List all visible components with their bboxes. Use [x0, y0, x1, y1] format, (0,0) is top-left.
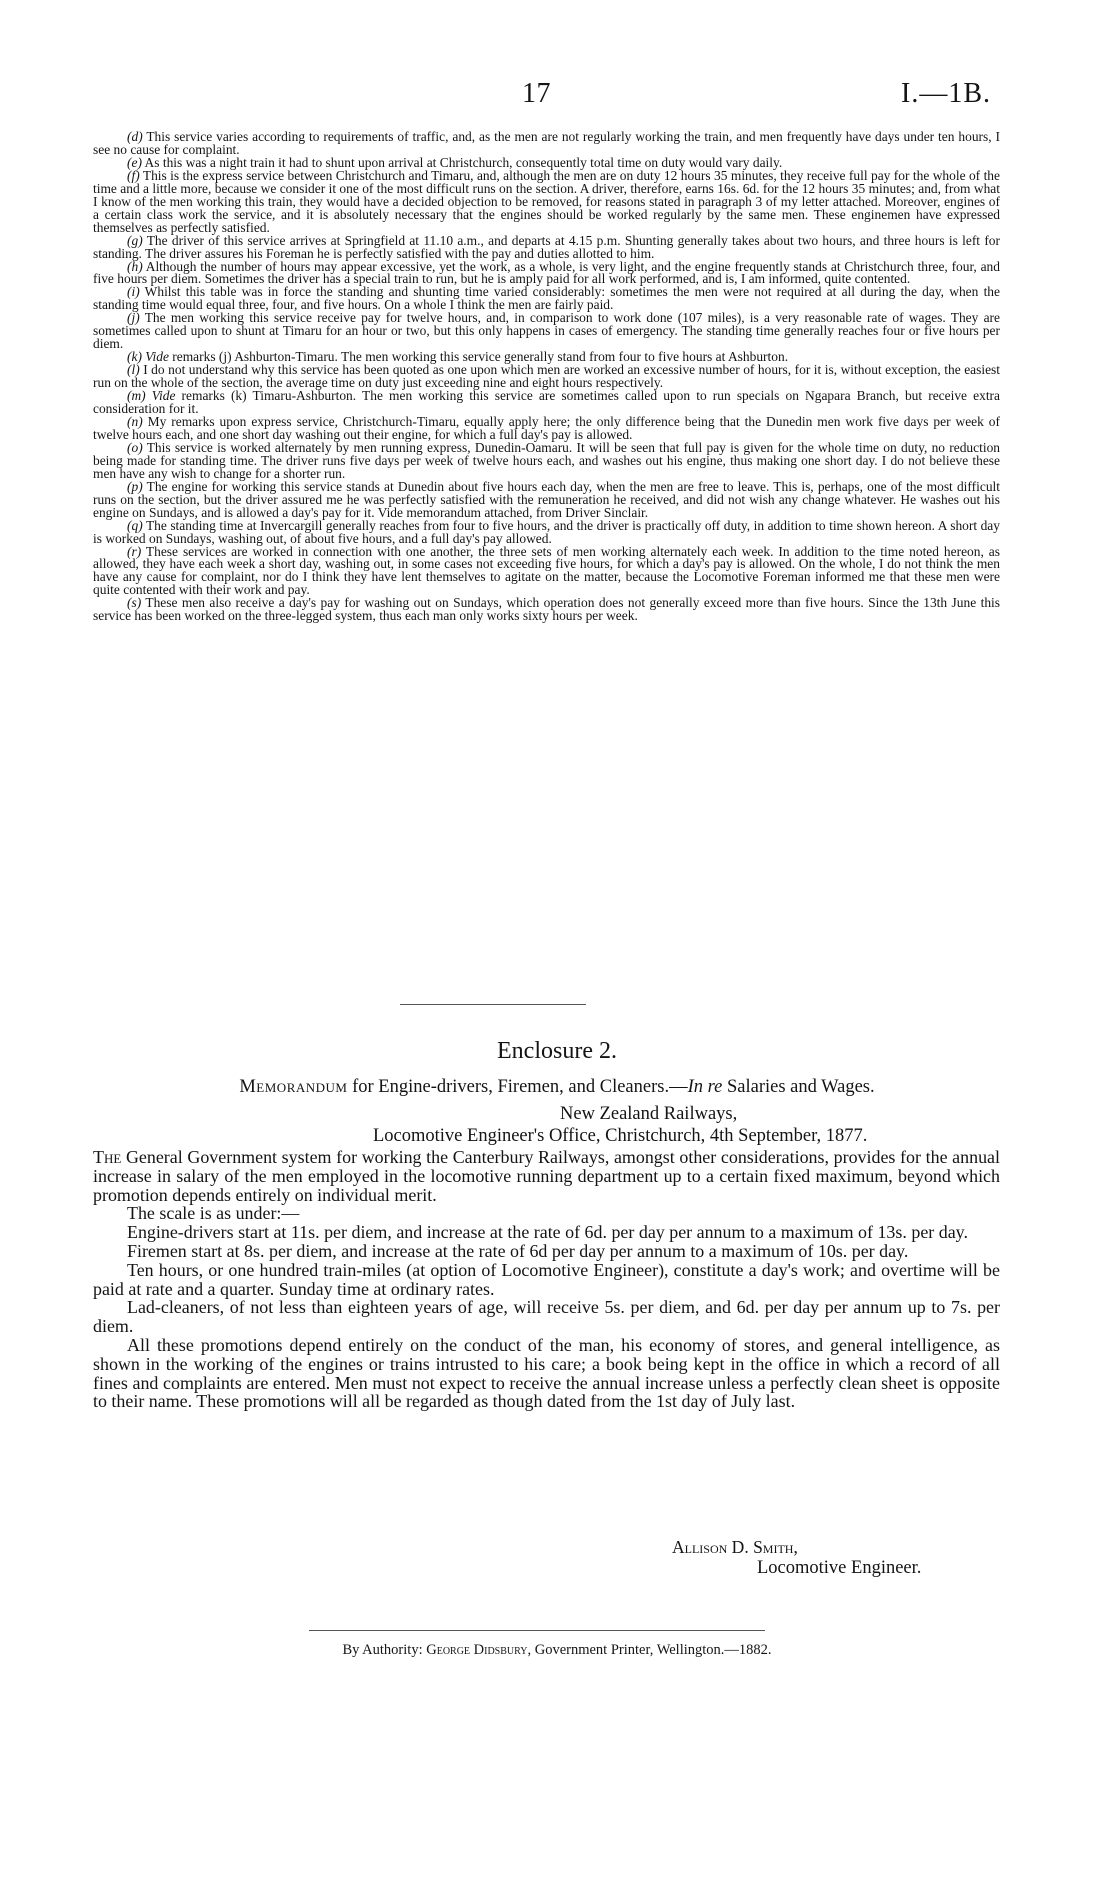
signature-title: Locomotive Engineer. [757, 1558, 922, 1578]
memo-address-line2: Locomotive Engineer's Office, Christchurch, 4th September, 1877. [373, 1126, 868, 1146]
in-re: In re [687, 1077, 723, 1097]
note-e: (e) As this was a night train it had to shunt upon arrival at Christchurch, consequently total time on duty would vary daily. [127, 154, 783, 170]
document-reference: I.—1B. [901, 78, 991, 109]
memo-address-line1: New Zealand Railways, [560, 1104, 738, 1124]
note-m: (m) Vide remarks (k) Timaru-Ashburton. The men working this service are sometimes called upon to run specials on Ngapara Branch, but receive extra consideration for it. [93, 388, 1001, 417]
memo-paragraph: Engine-drivers start at 11s. per diem, and increase at the rate of 6d. per day per annum to a maximum of 13s. per day. [127, 1222, 968, 1243]
footer-divider [309, 1630, 765, 1631]
note-s: (s) These men also receive a day's pay for washing out on Sundays, which operation does not generally exceed more than five hours. Since the 13th June this service has been worked on the three-legged system, thus each man only works sixty hours per week. [93, 595, 1001, 624]
memorandum-subject-end: Salaries and Wages. [726, 1077, 875, 1097]
note-d: (d) This service varies according to requirements of traffic, and, as the men are not regularly working the train, and men frequently have days under ten hours, I see no cause for complaint. [93, 129, 1000, 157]
memorandum-heading [0, 1077, 1114, 1098]
note-o: (o) This service is worked alternately by men running express, Dunedin-Oamaru. It will be seen that full pay is given for the whole time on duty, no reduction being made for standing time. The driver runs five days per week of twelve hours each, and washes out his engine, thus making one short day. I do not believe these men have any wish to change for a shorter run. [93, 439, 1001, 481]
page-header [0, 78, 1114, 118]
note-n: (n) My remarks upon express service, Christchurch-Timaru, equally apply here; the only difference being that the Dunedin men work five days per week of twelve hours each, and one short day washing out their engine, for which a full day's pay is allowed. [93, 413, 1000, 442]
note-h: (h) Although the number of hours may appear excessive, yet the work, as a whole, is very light, and the engine frequently stands at Christchurch three, four, and five hours per diem. Sometimes the driver has a special train to run, but he is amply paid for all work performed, and is, I am informed, quite contented. [93, 258, 1000, 287]
memo-paragraph: The scale is as under:— [127, 1203, 300, 1224]
memo-paragraph: The General Government system for working the Canterbury Railways, amongst other considerations, provides for the annual increase in salary of the men employed in the locomotive running department up to a certain fixed maximum, beyond which promotion depends entirely on individual merit. [93, 1147, 1000, 1205]
printer-name: George Didsbury, [426, 1642, 532, 1658]
printer-imprint: By Authority: George Didsbury, Government Printer, Wellington.—1882. [342, 1642, 772, 1658]
note-g: (g) The driver of this service arrives at Springfield at 11.10 a.m., and departs at 4.15 p.m. Shunting generally takes about two hours, and three hours is left for standing. The driver assures his Foreman he is perfectly satisfied with the pay and duties allotted to him. [93, 232, 1000, 261]
section-divider [400, 1004, 586, 1005]
note-r: (r) These services are worked in connection with one another, the three sets of men working alternately each week. In addition to the time noted hereon, as allowed, they have each week a short day, washing out, in some cases not exceeding five hours, for which a day's pay is allowed. On the whole, I do not think the men have any cause for complaint, nor do I think they have lent themselves to agitate on the matter, because the Locomotive Foreman informed me that these men were quite contented with their work and pay. [93, 543, 1000, 598]
memo-paragraph: Firemen start at 8s. per diem, and increase at the rate of 6d per day per annum to a maximum of 10s. per day. [127, 1240, 909, 1261]
note-i: (i) Whilst this table was in force the standing and shunting time varied considerably: sometimes the men were not required at all during the day, when the standing time would equal three, four, and five hours. On a whole I think the men are fairly paid. [93, 284, 1000, 313]
memo-paragraph: Ten hours, or one hundred train-miles (at option of Locomotive Engineer), constitute a day's work; and overtime will be paid at rate and a quarter. Sunday time at ordinary rates. [93, 1259, 1000, 1299]
note-f: (f) This is the express service between Christchurch and Timaru, and, although the men are on duty 12 hours 35 minutes, they receive full pay for the whole of the time and a little more, because we consider it one of the most difficult runs on the section. A driver, therefore, earns 16s. 6d. for the 12 hours 35 minutes; and, from what I know of the men working this train, they would have a decided objection to be removed, for reasons stated in paragraph 3 of my letter attached. Moreover, engines of a certain class work the service, and it is absolutely necessary that the engines should be worked regularly by the same men. These enginemen have expressed themselves as perfectly satisfied. [93, 167, 1000, 235]
memo-paragraph: All these promotions depend entirely on the conduct of the man, his economy of stores, and general intelligence, as shown in the working of the engines or trains intrusted to his care; a book being kept in the office in which a record of all fines and complaints are entered. Men must not expect to receive the annual increase unless a perfectly clean sheet is opposite to their name. These promotions will all be regarded as though dated from the 1st day of July last. [93, 1334, 1000, 1412]
note-j: (j) The men working this service receive pay for twelve hours, and, in comparison to work done (107 miles), is a very reasonable rate of wages. They are sometimes called upon to shunt at Timaru for an hour or two, but this only happens in cases of emergency. The standing time generally reaches four or five hours per diem. [93, 310, 1000, 352]
memo-paragraph: Lad-cleaners, of not less than eighteen years of age, will receive 5s. per diem, and 6d. per day per annum up to 7s. per diem. [93, 1297, 1000, 1337]
signature-name: Allison D. Smith, [672, 1537, 798, 1557]
enclosure-title: Enclosure 2. [497, 1038, 617, 1064]
note-q: (q) The standing time at Invercargill generally reaches from four to five hours, and the driver is practically off duty, in addition to time shown hereon. A short day is worked on Sundays, washing out, of about five hours, and a full day's pay allowed. [93, 517, 1000, 546]
memorandum-body [93, 1148, 1000, 1411]
memorandum-label: Memorandum [239, 1077, 348, 1097]
remarks-notes [93, 131, 1000, 623]
memorandum-subject: for Engine-drivers, Firemen, and Cleaners.— [352, 1077, 688, 1097]
note-p: (p) The engine for working this service stands at Dunedin about five hours each day, when the men are free to leave. This is, perhaps, one of the most difficult runs on the section, but the driver assured me he was perfectly satisfied with the remuneration he received, and did not wish any change whatever. He washes out his engine on Sundays, and is allowed a day's pay for it. Vide memorandum attached, from Driver Sinclair. [93, 478, 1001, 520]
page-number: 17 [522, 78, 551, 109]
note-k: (k) Vide remarks (j) Ashburton-Timaru. The men working this service generally stand from four to five hours at Ashburton. [127, 349, 789, 365]
note-l: (l) I do not understand why this service has been quoted as one upon which men are worked an excessive number of hours, for it is, without exception, the easiest run on the whole of the section, the average time on duty just exceeding nine and eight hours respectively. [93, 362, 1001, 391]
